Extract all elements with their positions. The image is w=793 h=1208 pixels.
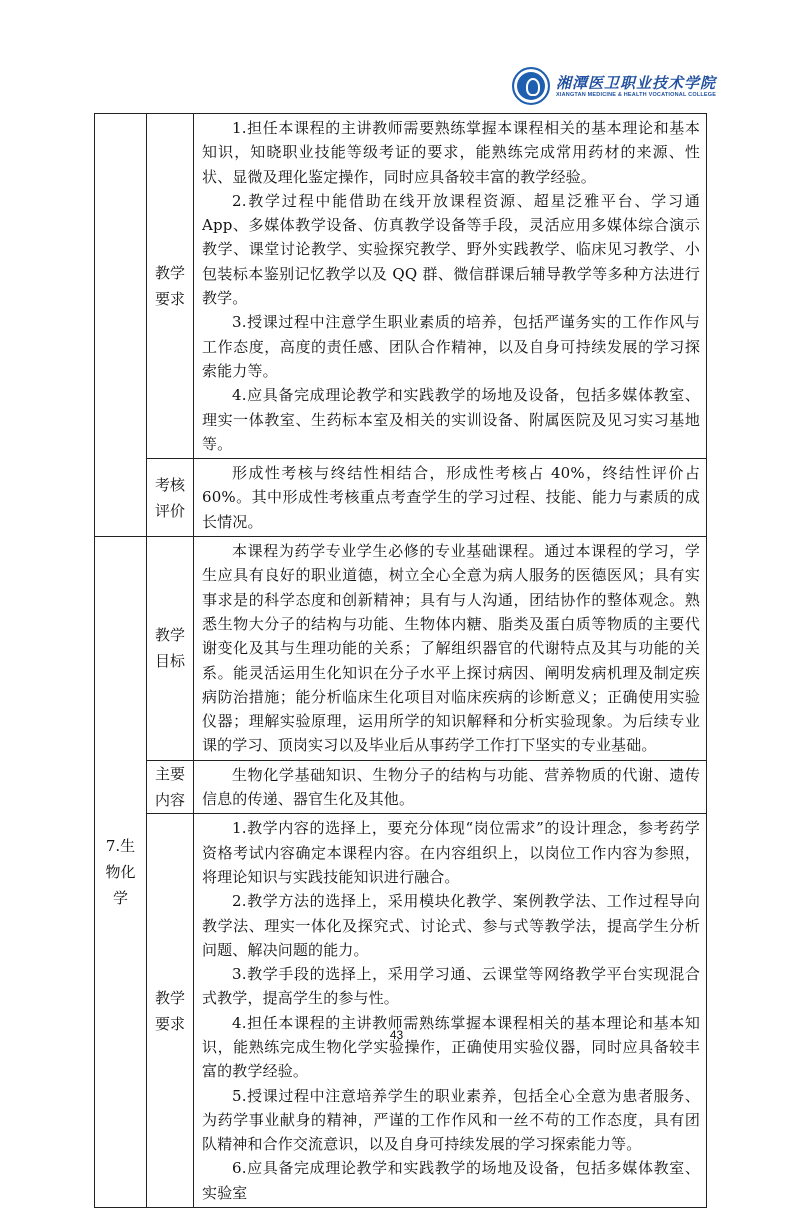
paragraph: 2.教学过程中能借助在线开放课程资源、超星泛雅平台、学习通 App、多媒体教学设备、仿真教学设备等手段，灵活应用多媒体综合演示教学、课堂讨论教学、实验探究教学、野外实践教学、临床见习教学、小包装标本鉴别记忆教学以及 QQ 群、微信群课后辅导教学等多种方法进行教学。	[202, 191, 700, 308]
course-table	[94, 113, 707, 1208]
row-content-cell	[194, 459, 707, 537]
row-content-cell	[194, 537, 707, 761]
paragraph: 4.担任本课程的主讲教师需熟练掌握本课程相关的基本理论和基本知识，能熟练完成生物化学实验操作，正确使用实验仪器，同时应具备较丰富的教学经验。	[202, 1013, 700, 1081]
paragraph: 1.担任本课程的主讲教师需要熟练掌握本课程相关的基本理论和基本知识，知晓职业技能等级考证的要求，能熟练完成常用药材的来源、性状、显微及理化鉴定操作，同时应具备较丰富的教学经验。	[202, 119, 700, 186]
row-label: 教学要求	[154, 264, 185, 309]
row-content-cell	[194, 760, 707, 814]
college-logo	[512, 66, 742, 106]
paragraph: 5.授课过程中注意培养学生的职业素养，包括全心全意为患者服务、为药学事业献身的精神，严谨的工作作风和一丝不苟的工作态度，具有团队精神和合作交流意识，以及自身可持续发展的学习探索能力等。	[202, 1086, 700, 1154]
paragraph: 1.教学内容的选择上，要充分体现“岗位需求”的设计理念，参考药学资格考试内容确定本课程内容。在内容组织上，以岗位工作内容为参照，将理论知识与实践技能知识进行融合。	[202, 819, 700, 886]
table-row	[95, 814, 707, 1208]
row-content-cell	[194, 114, 707, 459]
course-name-cell-continued	[95, 114, 147, 537]
row-label: 主要内容	[154, 765, 185, 810]
logo-english-name: XIANGTAN MEDICINE & HEALTH VOCATIONAL COLLEGE	[556, 91, 717, 98]
table-row	[95, 537, 707, 761]
row-label-cell	[147, 814, 194, 1208]
paragraph: 2.教学方法的选择上，采用模块化教学、案例教学法、工作过程导向教学法、理实一体化及探究式、讨论式、参与式等教学法，提高学生分析问题、解决问题的能力。	[202, 892, 700, 959]
paragraph: 6.应具备完成理论教学和实践教学的场地及设备，包括多媒体教室、实验室	[202, 1159, 700, 1202]
row-content-cell	[194, 814, 707, 1208]
course-name: 7.生物化学	[105, 837, 136, 908]
course-name-cell	[95, 537, 147, 1208]
row-label: 考核评价	[154, 475, 185, 520]
logo-chinese-name: 湘潭医卫职业技术学院	[556, 73, 717, 92]
row-label: 教学要求	[154, 988, 185, 1033]
table-row	[95, 459, 707, 537]
page-number: 43	[389, 1028, 404, 1042]
paragraph: 4.应具备完成理论教学和实践教学的场地及设备，包括多媒体教室、理实一体教室、生药标本室及相关的实训设备、附属医院及见习实习基地等。	[202, 386, 700, 453]
paragraph: 3.授课过程中注意学生职业素质的培养，包括严谨务实的工作作风与工作态度，高度的责任感、团队合作精神，以及自身可持续发展的学习探索能力等。	[202, 313, 700, 380]
paragraph: 本课程为药学专业学生必修的专业基础课程。通过本课程的学习，学生应具有良好的职业道德，树立全心全意为病人服务的医德医风；具有实事求是的科学态度和创新精神；具有与人沟通，团结协作的整体观念。熟悉生物大分子的结构与功能、生物体内糖、脂类及蛋白质等物质的主要代谢变化及其与生理功能的关系；了解组织器官的代谢特点及其与功能的关系。能灵活运用生化知识在分子水平上探讨病因、阐明发病机理及制定疾病防治措施；能分析临床生化项目对临床疾病的诊断意义；正确使用实验仪器；理解实验原理，运用所学的知识解释和分析实验现象。为后续专业课的学习、顶岗实习以及毕业后从事药学工作打下坚实的专业基础。	[202, 542, 700, 755]
table-row	[95, 760, 707, 814]
row-label-cell	[147, 459, 194, 537]
table-row	[95, 114, 707, 459]
paragraph: 3.教学手段的选择上，采用学习通、云课堂等网络教学平台实现混合式教学，提高学生的参与性。	[202, 965, 700, 1008]
row-label-cell	[147, 114, 194, 459]
college-seal-icon	[512, 67, 550, 105]
row-label-cell	[147, 537, 194, 761]
row-label-cell	[147, 760, 194, 814]
paragraph: 生物化学基础知识、生物分子的结构与功能、营养物质的代谢、遗传信息的传递、器官生化及其他。	[202, 765, 700, 809]
row-label: 教学目标	[154, 626, 185, 671]
paragraph: 形成性考核与终结性相结合，形成性考核占 40%，终结性评价占 60%。其中形成性考核重点考查学生的学习过程、技能、能力与素质的成长情况。	[202, 464, 700, 531]
